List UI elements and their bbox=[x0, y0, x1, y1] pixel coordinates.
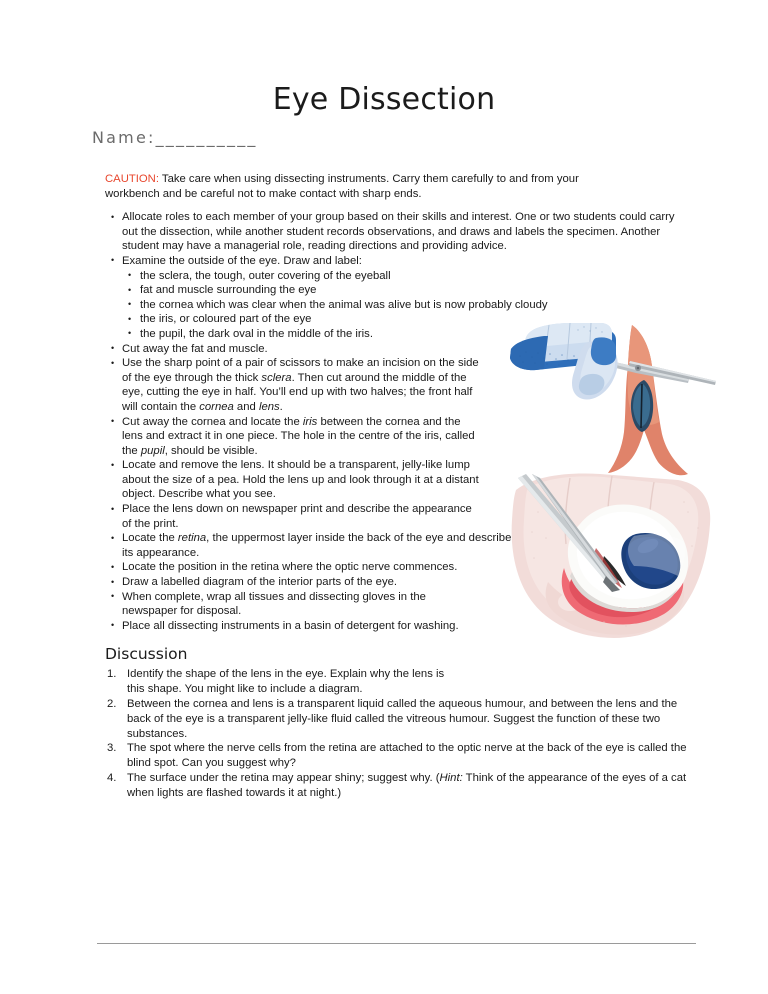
sub-step-text: fat and muscle surrounding the eye bbox=[140, 284, 317, 297]
list-item bbox=[105, 560, 517, 575]
list-item bbox=[105, 415, 482, 459]
discussion-list bbox=[105, 667, 685, 800]
sub-step-text: the sclera, the tough, outer covering of the eyeball bbox=[140, 269, 391, 282]
hint-label: Hint: bbox=[439, 771, 463, 784]
list-item bbox=[105, 667, 457, 697]
discussion-text-part: Think of the appearance of the eyes of a cat when lights are flashed towards it at night.) bbox=[127, 771, 687, 799]
step-text-part: Use the sharp point of a pair of scissors to make an incision on the side of the eye through the thick bbox=[122, 357, 479, 384]
term-iris: iris bbox=[302, 415, 318, 428]
step-text: Draw a labelled diagram of the interior parts of the eye. bbox=[122, 576, 398, 589]
list-item bbox=[122, 269, 685, 284]
footer-divider bbox=[97, 943, 696, 944]
list-item bbox=[105, 502, 482, 531]
list-item bbox=[105, 531, 512, 560]
step-text-part: Locate the bbox=[122, 532, 178, 545]
term-lens: lens bbox=[258, 400, 280, 413]
list-item bbox=[122, 312, 685, 327]
label-sublist bbox=[122, 269, 685, 342]
step-text: Examine the outside of the eye. Draw and label: bbox=[122, 254, 362, 267]
page-title: Eye Dissection bbox=[272, 82, 496, 117]
caution-label: CAUTION: bbox=[105, 173, 159, 185]
discussion-text: Identify the shape of the lens in the eye. Explain why the lens is this shape. You might like to include a diagram. bbox=[127, 668, 445, 696]
step-text: Place all dissecting instruments in a basin of detergent for washing. bbox=[122, 619, 459, 632]
discussion-text: The spot where the nerve cells from the retina are attached to the optic nerve at the back of the eye is called the blind spot. Can you suggest why? bbox=[127, 742, 687, 770]
step-text: Allocate roles to each member of your group based on their skills and interest. One or two students could carry out the dissection, while another student records observations, and draws and labels the specimen. Another student may have a managerial role, reading directions and providing advice. bbox=[122, 211, 675, 253]
step-text-part: . bbox=[279, 400, 283, 413]
step-text-part: between the cornea and the lens and extract it in one piece. The hole in the centre of the iris, called the bbox=[122, 415, 475, 457]
term-retina: retina bbox=[177, 532, 207, 545]
step-text: Locate the position in the retina where the optic nerve commences. bbox=[122, 561, 458, 574]
list-item bbox=[122, 298, 685, 313]
list-item bbox=[105, 590, 482, 619]
list-item bbox=[105, 458, 482, 502]
step-text-part: . Then cut around the middle of the eye, cutting the eye in half. You’ll end up with two halves; the front half will contain the bbox=[122, 371, 473, 413]
step-text: Cut away the fat and muscle. bbox=[122, 342, 268, 355]
discussion-text-part: The surface under the retina may appear shiny; suggest why. ( bbox=[127, 771, 440, 784]
document-body bbox=[105, 172, 685, 801]
term-sclera: sclera bbox=[261, 371, 292, 384]
step-text-part: Cut away the cornea and locate the bbox=[122, 415, 303, 428]
list-item bbox=[105, 619, 517, 634]
list-item bbox=[105, 342, 685, 357]
list-item bbox=[122, 327, 685, 342]
step-text: When complete, wrap all tissues and dissecting gloves in the newspaper for disposal. bbox=[122, 590, 426, 618]
term-cornea: cornea bbox=[199, 400, 234, 413]
step-text-part: and bbox=[233, 400, 259, 413]
term-pupil: pupil bbox=[140, 444, 165, 457]
sub-step-text: the pupil, the dark oval in the middle of the iris. bbox=[140, 327, 373, 340]
discussion-text: Between the cornea and lens is a transparent liquid called the aqueous humour, and between the lens and the back of the eye is a transparent jelly-like fluid called the vitreous humour. Suggest the function of these two substances. bbox=[127, 698, 678, 740]
list-item bbox=[105, 210, 685, 254]
name-field-label: Name:__________ bbox=[92, 128, 258, 147]
list-item bbox=[105, 575, 517, 590]
step-text-part: , should be visible. bbox=[164, 444, 258, 457]
list-item bbox=[105, 771, 697, 801]
list-item bbox=[105, 741, 697, 771]
step-text: Locate and remove the lens. It should be a transparent, jelly-like lump about the size of a pea. Hold the lens up and look through it at a distant object. Describe what you see. bbox=[122, 459, 479, 501]
list-item bbox=[105, 356, 482, 414]
list-item bbox=[105, 254, 685, 342]
list-item bbox=[105, 697, 697, 741]
caution-paragraph bbox=[105, 172, 630, 201]
discussion-heading: Discussion bbox=[105, 645, 188, 664]
step-text: Place the lens down on newspaper print and describe the appearance of the print. bbox=[122, 503, 472, 530]
caution-text: Take care when using dissecting instruments. Carry them carefully to and from your workbench and be careful not to make contact with sharp ends. bbox=[105, 173, 579, 200]
step-text-part: , the uppermost layer inside the back of the eye and describe its appearance. bbox=[122, 532, 512, 559]
sub-step-text: the iris, or coloured part of the eye bbox=[140, 313, 312, 326]
sub-step-text: the cornea which was clear when the animal was alive but is now probably cloudy bbox=[140, 298, 548, 311]
procedure-list bbox=[105, 210, 685, 633]
list-item bbox=[122, 283, 685, 298]
